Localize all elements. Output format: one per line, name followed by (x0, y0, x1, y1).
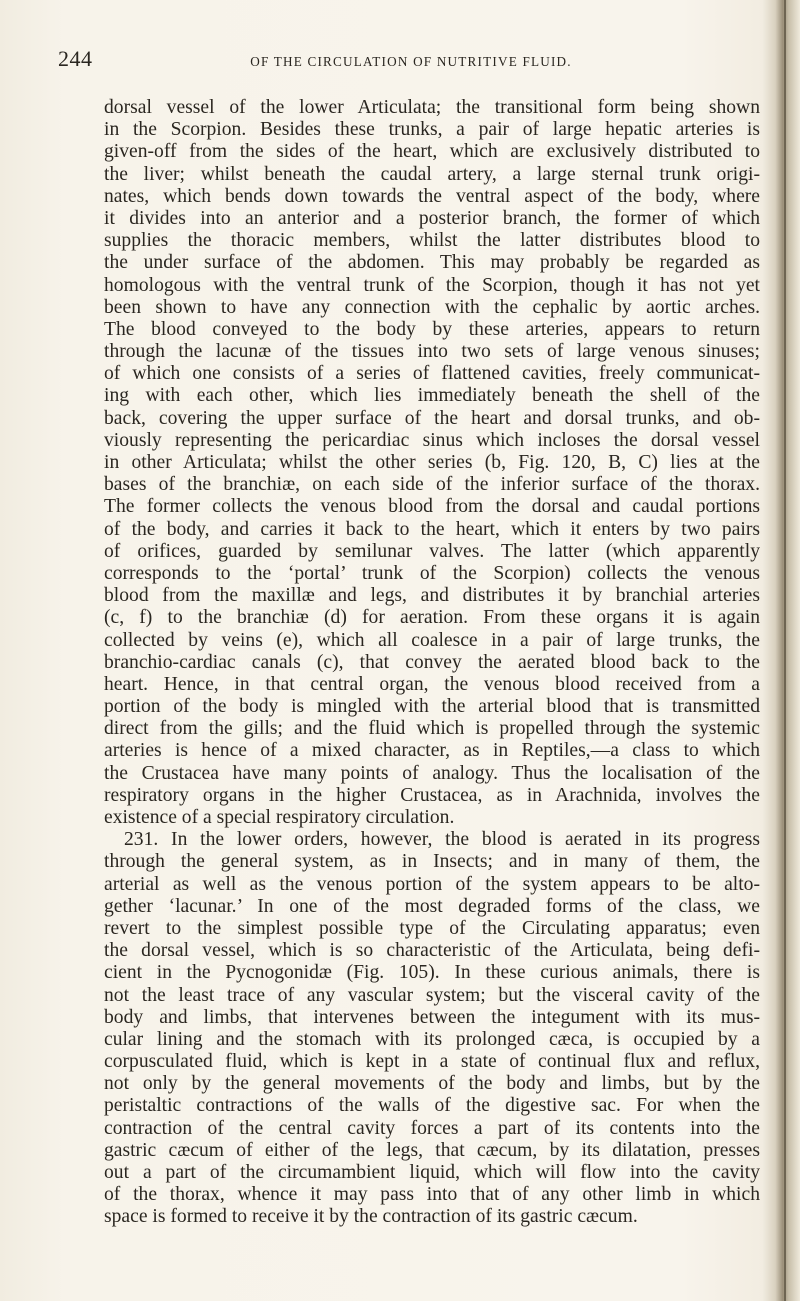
text-line: the dorsal vessel, which is so characteristic of the Articulata, being defi- (104, 940, 760, 962)
text-line: through the general system, as in Insects; and in many of them, the (104, 851, 760, 873)
text-line: viously representing the pericardiac sinus which incloses the dorsal vessel (104, 429, 760, 451)
text-line: the liver; whilst beneath the caudal artery, a large sternal trunk origi- (104, 163, 760, 185)
text-line: direct from the gills; and the fluid which is propelled through the systemic (104, 718, 760, 740)
page-number: 244 (58, 46, 93, 71)
page-edge-line (784, 0, 786, 1301)
text-line: not only by the general movements of the body and limbs, but by the (104, 1073, 760, 1095)
text-line: homologous with the ventral trunk of the Scorpion, though it has not yet (104, 274, 760, 296)
text-line: supplies the thoracic members, whilst the latter distributes blood to (104, 230, 760, 252)
page-edge-shadow (762, 0, 800, 1301)
text-line: (c, f) to the branchiæ (d) for aeration. From these organs it is again (104, 607, 760, 629)
text-line: arterial as well as the venous portion of the system appears to be alto- (104, 873, 760, 895)
text-line: revert to the simplest possible type of the Circulating apparatus; even (104, 917, 760, 939)
text-line: space is formed to receive it by the contraction of its gastric cæcum. (104, 1206, 638, 1228)
text-line: cular lining and the stomach with its prolonged cæca, is occupied by a (104, 1028, 760, 1050)
text-line: the under surface of the abdomen. This may probably be regarded as (104, 252, 760, 274)
text-line: corresponds to the ‘portal’ trunk of the Scorpion) collects the venous (104, 562, 760, 584)
text-line: been shown to have any connection with the cephalic by aortic arches. (104, 296, 760, 318)
text-line: out a part of the circumambient liquid, which will flow into the cavity (104, 1162, 760, 1183)
running-title: OF THE CIRCULATION OF NUTRITIVE FLUID. (250, 54, 572, 69)
text-line: in the Scorpion. Besides these trunks, a pair of large hepatic arteries is (104, 119, 760, 141)
text-line: branchio-cardiac canals (c), that convey the aerated blood back to the (104, 651, 760, 673)
text-line: it divides into an anterior and a posterior branch, the former of which (104, 207, 760, 229)
text-line: cient in the Pycnogonidæ (Fig. 105). In these curious animals, there is (104, 962, 760, 984)
text-line: corpusculated fluid, which is kept in a state of continual flux and reflux, (104, 1051, 760, 1073)
text-line: The former collects the venous blood from the dorsal and caudal portions (104, 496, 760, 518)
text-line: gether ‘lacunar.’ In one of the most degraded forms of the class, we (104, 895, 760, 917)
text-line: The blood conveyed to the body by these arteries, appears to return (104, 318, 760, 340)
text-line: ing with each other, which lies immediately beneath the shell of the (104, 385, 760, 407)
text-line: 231. In the lower orders, however, the blood is aerated in its progress (124, 829, 760, 851)
text-line: respiratory organs in the higher Crustacea, as in Arachnida, involves the (104, 784, 760, 806)
text-line: bases of the branchiæ, on each side of the inferior surface of the thorax. (104, 474, 760, 496)
text-line: back, covering the upper surface of the heart and dorsal trunks, and ob- (104, 407, 760, 429)
text-line: contraction of the central cavity forces a part of its contents into the (104, 1117, 760, 1139)
text-line: in other Articulata; whilst the other series (b, Fig. 120, B, C) lies at the (104, 452, 760, 473)
text-line: gastric cæcum of either of the legs, that cæcum, by its dilatation, presses (104, 1139, 760, 1161)
text-line: of which one consists of a series of flattened cavities, freely communicat- (104, 363, 760, 385)
text-line: arteries is hence of a mixed character, as in Reptiles,—a class to which (104, 740, 760, 762)
text-line: of orifices, guarded by semilunar valves. The latter (which apparently (104, 540, 760, 562)
text-line: portion of the body is mingled with the arterial blood that is transmitted (104, 696, 760, 718)
page-header (58, 46, 764, 70)
text-line: not the least trace of any vascular system; but the visceral cavity of the (104, 984, 760, 1006)
text-line: peristaltic contractions of the walls of the digestive sac. For when the (104, 1095, 760, 1117)
text-line: the Crustacea have many points of analogy. Thus the localisation of the (104, 762, 760, 784)
text-line: of the thorax, whence it may pass into that of any other limb in which (104, 1184, 760, 1206)
text-line: of the body, and carries it back to the heart, which it enters by two pairs (104, 518, 760, 540)
text-line: nates, which bends down towards the ventral aspect of the body, where (104, 185, 760, 207)
text-line: through the lacunæ of the tissues into two sets of large venous sinuses; (104, 341, 760, 363)
text-line: collected by veins (e), which all coalesce in a pair of large trunks, the (104, 629, 760, 651)
text-line: given-off from the sides of the heart, which are exclusively distributed to (104, 141, 760, 163)
text-line: dorsal vessel of the lower Articulata; the transitional form being shown (104, 97, 760, 118)
text-line: existence of a special respiratory circulation. (104, 807, 455, 828)
text-line: blood from the maxillæ and legs, and distributes it by branchial arteries (104, 585, 760, 607)
text-line: body and limbs, that intervenes between the integument with its mus- (104, 1006, 760, 1028)
body-text (104, 97, 760, 1229)
text-line: heart. Hence, in that central organ, the venous blood received from a (104, 673, 760, 695)
